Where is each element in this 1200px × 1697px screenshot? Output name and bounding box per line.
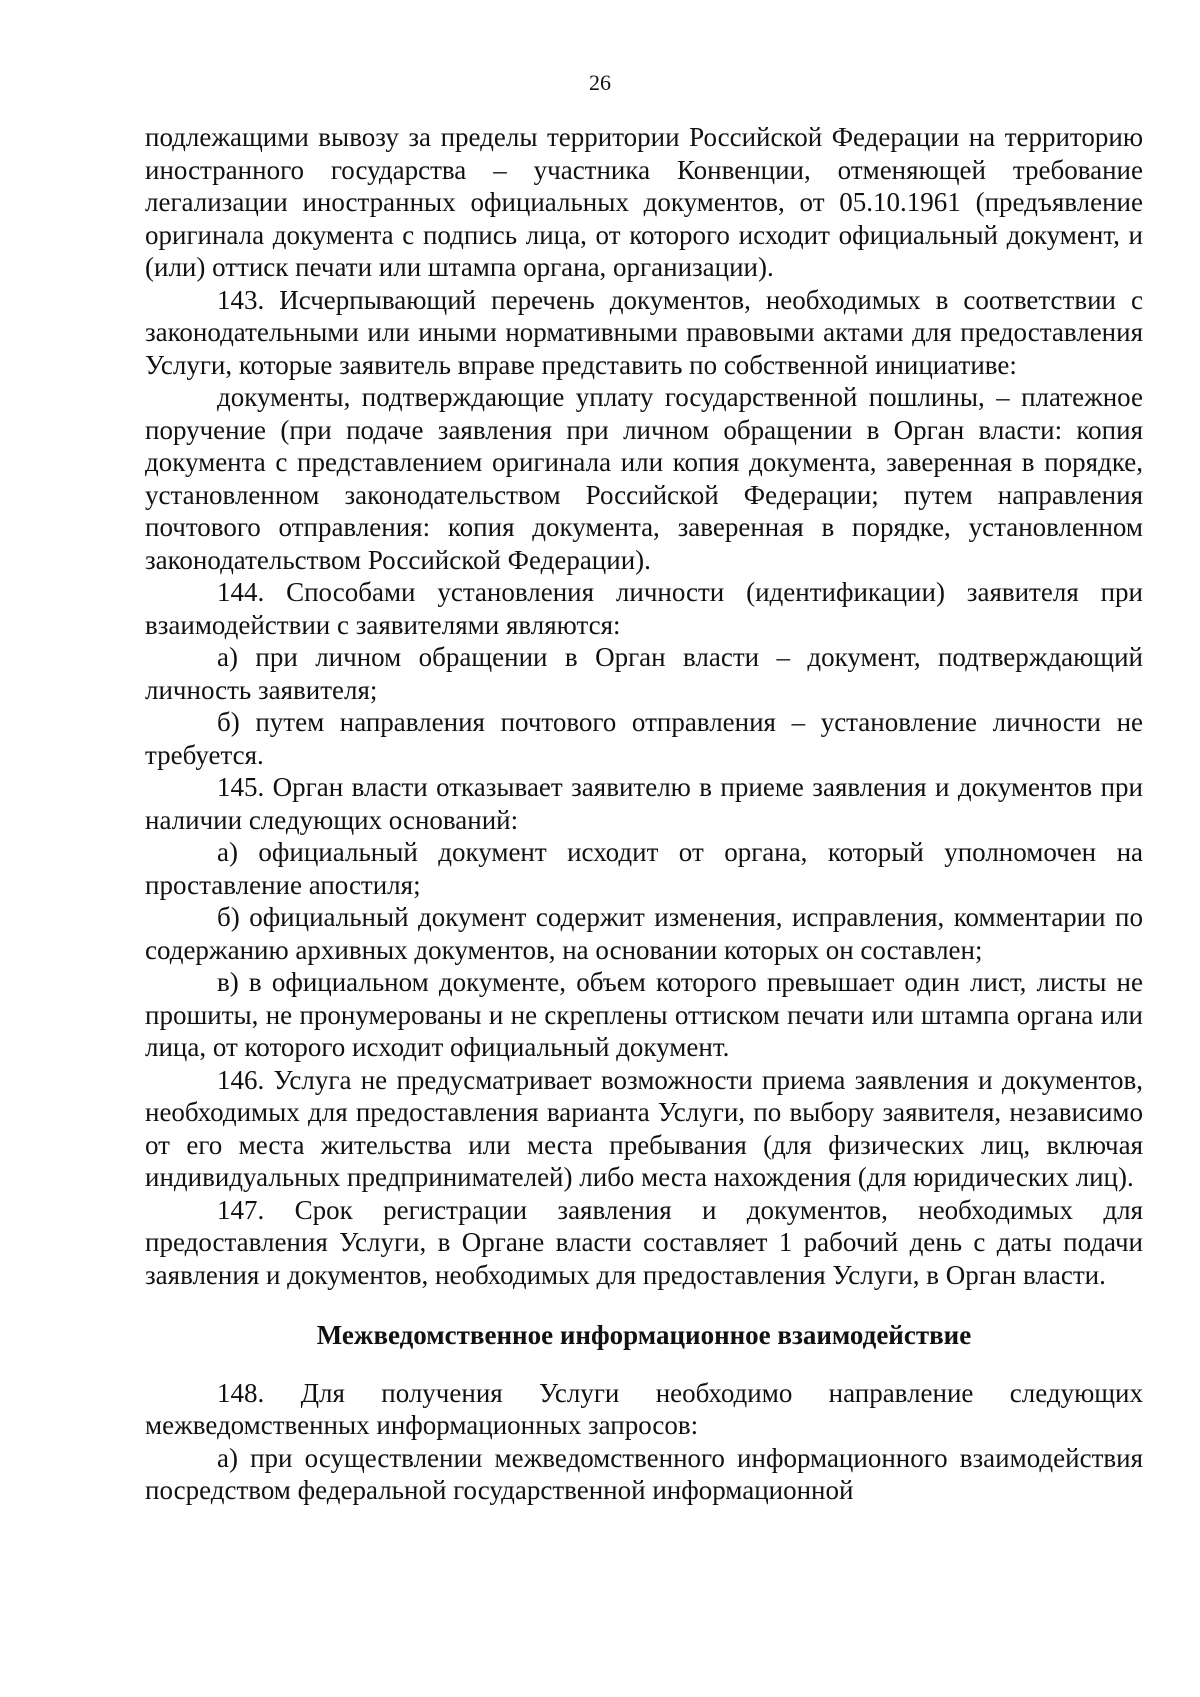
paragraph-148-a: а) при осуществлении межведомственного информационного взаимодействия посредством федеральной государственной информационной [145,1442,1143,1505]
paragraph-145-b: б) официальный документ содержит изменения, исправления, комментарии по содержанию архивных документов, на основании которых он составлен; [145,902,1143,965]
paragraph-147: 147. Срок регистрации заявления и документов, необходимых для предоставления Услуги, в Органе власти составляет 1 рабочий день с даты подачи заявления и документов, необходимых для предоставления Услуги, в Орган власти. [145,1194,1143,1290]
paragraph-144-a: а) при личном обращении в Орган власти – документ, подтверждающий личность заявителя; [145,642,1143,705]
paragraph-145: 145. Орган власти отказывает заявителю в приеме заявления и документов при наличии следующих оснований: [145,772,1143,835]
page-number: 26 [589,70,611,95]
section-heading: Межведомственное информационное взаимодействие [316,1320,972,1350]
paragraph-144: 144. Способами установления личности (идентификации) заявителя при взаимодействии с заявителями являются: [145,577,1143,640]
paragraph-146: 146. Услуга не предусматривает возможности приема заявления и документов, необходимых для предоставления варианта Услуги, по выбору заявителя, независимо от его места жительства или места пребывания (для физических лиц, включая индивидуальных предпринимателей) либо места нахождения (для юридических лиц). [145,1064,1143,1192]
paragraph-143: 143. Исчерпывающий перечень документов, необходимых в соответствии с законодательными или иными нормативными правовыми актами для предоставления Услуги, которые заявитель вправе представить по собственной инициативе: [145,284,1143,380]
paragraph-143-documents: документы, подтверждающие уплату государственной пошлины, – платежное поручение (при подаче заявления при личном обращении в Орган власти: копия документа с представлением оригинала или копия документа, заверенная в порядке, установленном законодательством Российской Федерации; путем направления почтового отправления: копия документа, заверенная в порядке, установленном законодательством Российской Федерации). [145,382,1143,575]
paragraph-continuation: подлежащими вывозу за пределы территории Российской Федерации на территорию иностранного государства – участника Конвенции, отменяющей требование легализации иностранных официальных документов, от 05.10.1961 (предъявление оригинала документа с подпись лица, от которого исходит официальный документ, и (или) оттиск печати или штампа органа, организации). [145,122,1143,282]
paragraph-148: 148. Для получения Услуги необходимо направление следующих межведомственных информационных запросов: [145,1377,1143,1440]
paragraph-144-b: б) путем направления почтового отправления – установление личности не требуется. [145,707,1143,770]
document-body [145,121,1143,1507]
paragraph-145-c: в) в официальном документе, объем которого превышает один лист, листы не прошиты, не пронумерованы и не скреплены оттиском печати или штампа органа или лица, от которого исходит официальный документ. [145,967,1143,1062]
paragraph-145-a: а) официальный документ исходит от органа, который уполномочен на проставление апостиля; [145,837,1143,900]
